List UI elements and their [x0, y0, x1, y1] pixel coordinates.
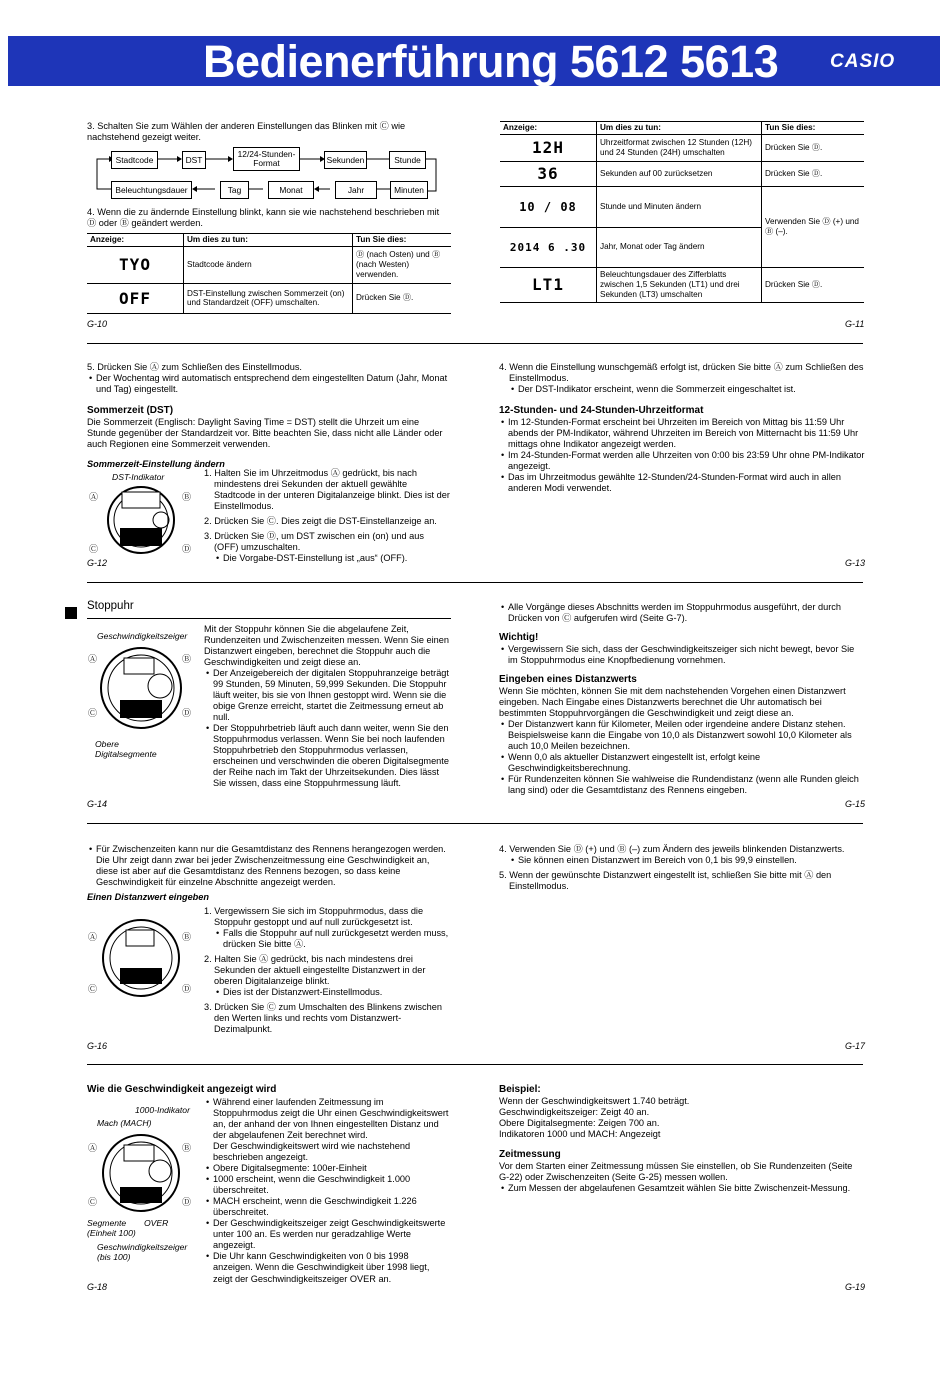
lcd-display: OFF — [87, 283, 184, 313]
flow-stadtcode: Stadtcode — [111, 151, 158, 169]
p18-caption-segments: Segmente (Einheit 100) — [87, 1218, 136, 1239]
page-number: G-12 — [87, 558, 108, 568]
p15-b3: • Der Distanzwert kann für Kilometer, Meilen oder irgendeine andere Distanz stehen. Beispielsweise kann die Eingabe von 10,0 als Distanzwert sowohl 10,0 Kilometer als auch 10,0 Meilen bezeichnen. — [499, 719, 865, 752]
table-cell: Drücken Sie Ⓓ. — [353, 283, 452, 313]
th-anzeige: Anzeige: — [500, 122, 597, 135]
flow-beleuchtungsdauer: Beleuchtungsdauer — [111, 181, 192, 199]
svg-text:Ⓐ: Ⓐ — [88, 1143, 98, 1153]
p18-b4: • MACH erscheint, wenn die Geschwindigkeit 1.226 überschreitet. — [204, 1196, 450, 1218]
p18-b2: • Obere Digitalsegmente: 100er-Einheit — [204, 1163, 450, 1174]
p16-s1b: • Falls die Stoppuhr auf null zurückgesetzt werden muss, drücken Sie bitte Ⓐ. — [214, 928, 451, 950]
table-cell: Uhrzeitformat zwischen 12 Stunden (12H) und 24 Stunden (24H) umschalten — [597, 134, 762, 161]
p14-heading: Stoppuhr — [87, 600, 134, 612]
svg-text:Ⓑ: Ⓑ — [182, 492, 192, 502]
p10-table — [87, 233, 451, 314]
table-cell: Stadtcode ändern — [184, 246, 353, 283]
p16-s1: 1. Vergewissern Sie sich im Stoppuhrmodus, dass die Stoppuhr gestoppt und auf null zurückgesetzt ist. — [204, 906, 424, 928]
p13-heading: 12-Stunden- und 24-Stunden-Uhrzeitformat — [499, 405, 704, 417]
lcd-display: LT1 — [500, 267, 597, 302]
page-number: G-16 — [87, 1041, 108, 1051]
svg-text:Ⓑ: Ⓑ — [182, 1143, 192, 1153]
p16-steps — [204, 906, 451, 1035]
p13-b2: • Im 12-Stunden-Format erscheint bei Uhrzeiten im Bereich von Mittag bis 11:59 Uhr abends der PM-Indikator, während Uhrzeiten im Bereich von Mitternacht bis 11:59 Uhr mittags ohne Indikator angezeigt werden. — [499, 417, 865, 450]
table-cell: Sekunden auf 00 zurücksetzen — [597, 161, 762, 186]
p12-bullet: • Der Wochentag wird automatisch entsprechend dem eingestellten Datum (Jahr, Monat und Tag) eingestellt. — [87, 373, 450, 395]
p14-b1: • Der Anzeigebereich der digitalen Stoppuhranzeige beträgt 99 Stunden, 59 Minuten, 59,999 Sekunden. Die Stoppuhr läuft weiter, bis sie von Ihnen gestoppt wird. Wenn sie die obige Grenze erreicht, startet die Zeitmessung erneut ab null. — [204, 668, 450, 723]
page-number: G-10 — [87, 319, 108, 329]
p18-caption-over: OVER — [144, 1218, 169, 1228]
th-anzeige: Anzeige: — [87, 234, 184, 247]
page-number: G-13 — [845, 558, 866, 568]
p16-s2b: • Dies ist der Distanzwert-Einstellmodus. — [214, 987, 451, 998]
p12-caption: DST-Indikator — [112, 472, 165, 482]
setting-flow-diagram — [87, 147, 450, 203]
svg-text:Ⓒ: Ⓒ — [88, 708, 98, 718]
p14-text — [204, 624, 450, 789]
divider — [87, 823, 863, 824]
table-cell: Verwenden Sie Ⓓ (+) und Ⓑ (–). — [762, 186, 865, 267]
p19-h2: Zeitmessung — [499, 1149, 561, 1161]
p18-caption-1000: 1000-Indikator — [135, 1105, 190, 1115]
flow-dst: DST — [182, 151, 206, 169]
lcd-display: 10 / 08 — [500, 186, 597, 227]
svg-text:Ⓓ: Ⓓ — [182, 708, 192, 718]
p16-text — [87, 844, 451, 903]
svg-text:Ⓐ: Ⓐ — [89, 492, 99, 502]
table-cell: DST-Einstellung zwischen Sommerzeit (on) und Standardzeit (OFF) umschalten. — [184, 283, 353, 313]
p13-b4: • Das im Uhrzeitmodus gewählte 12-Stunden/24-Stunden-Format wird auch in allen anderen Modi verwendet. — [499, 472, 865, 494]
table-cell: Drücken Sie Ⓓ. — [762, 267, 865, 302]
svg-text:Ⓑ: Ⓑ — [182, 654, 192, 664]
svg-text:Ⓐ: Ⓐ — [88, 932, 98, 942]
p17-s4b: • Sie können einen Distanzwert im Bereich von 0,1 bis 99,9 einstellen. — [509, 855, 865, 866]
divider — [87, 582, 863, 583]
th-um-dies: Um dies zu tun: — [184, 234, 353, 247]
p15-b5: • Für Rundenzeiten können Sie wahlweise die Rundendistanz (wenn alle Runden gleich lang sind) oder die Gesamtdistanz des Rennens eingeben. — [499, 774, 865, 796]
p14-intro: Mit der Stoppuhr können Sie die abgelaufene Zeit, Rundenzeiten und Zwischenzeiten messen. Wenn Sie einen Distanzwert eingeben, berechnet die Stoppuhr auch die Geschwindigkeiten und zeigt diese an. — [204, 624, 449, 668]
heading-underline — [87, 618, 451, 619]
p12-s2: 2. Drücken Sie Ⓒ. Dies zeigt die DST-Einstellanzeige an. — [204, 516, 437, 527]
p18-b1: • Während einer laufenden Zeitmessung im Stoppuhrmodus zeigt die Uhr einen Geschwindigkeitswert an, der anhand der von Ihnen eingestellten Distanz und der abgelaufenen Zeit berechnet wird. — [204, 1097, 450, 1141]
p14-caption-segments: Obere Digitalsegmente — [95, 739, 157, 760]
p14-caption-speed: Geschwindigkeitszeiger — [97, 631, 188, 641]
flow-1224: 12/24-Stunden-Format — [233, 147, 300, 171]
page-number: G-17 — [845, 1041, 866, 1051]
p15-b4: • Wenn 0,0 als aktueller Distanzwert eingestellt ist, erfolgt keine Geschwindigkeitsberechnung. — [499, 752, 865, 774]
p13-text — [499, 362, 865, 494]
p18-b3: • 1000 erscheint, wenn die Geschwindigkeit 1.000 überschreitet. — [204, 1174, 450, 1196]
p15-intro: Wenn Sie möchten, können Sie mit dem nachstehenden Vorgehen einen Distanzwert eingeben. Nach Eingabe eines Distanzwerts berechnet die Uhr automatisch bei bestimmten Stoppuhrvorgängen die Geschwindigkeit und zeigt diese an. — [499, 686, 846, 719]
table-cell: Ⓓ (nach Osten) und Ⓑ (nach Westen) verwenden. — [353, 246, 452, 283]
watch-icon — [86, 916, 196, 1000]
p12-steps — [204, 468, 450, 564]
p12-sz-text: Die Sommerzeit (Englisch: Daylight Saving Time = DST) stellt die Uhrzeit um eine Stunde gegenüber der Standardzeit vor. Bitte beachten Sie, dass nicht alle Länder oder auch Regionen eine Sommerzeit verwenden. — [87, 417, 443, 450]
p12-text — [87, 362, 450, 470]
flow-minuten: Minuten — [390, 181, 428, 199]
p19-l2: Geschwindigkeitszeiger: Zeigt 40 an. — [499, 1107, 650, 1118]
p13-s4: 4. Wenn die Einstellung wunschgemäß erfolgt ist, drücken Sie bitte Ⓐ zum Schließen des Einstellmodus. — [499, 362, 864, 384]
p12-s1: 1. Halten Sie im Uhrzeitmodus Ⓐ gedrückt, bis nach mindestens drei Sekunden der aktuell gewählte Stadtcode in der unteren Digitalanzeige blinkt. Dies ist der Einstellmodus. — [204, 468, 450, 512]
lcd-display: 12H — [500, 134, 597, 161]
divider — [87, 1064, 863, 1065]
p18-caption-mach: Mach (MACH) — [97, 1118, 152, 1128]
lcd-display: 2014 6 .30 — [500, 227, 597, 267]
p18-caption-speed: Geschwindigkeitszeiger (bis 100) — [97, 1242, 188, 1263]
p12-subheading: Sommerzeit-Einstellung ändern — [87, 459, 225, 470]
p18-b6: • Die Uhr kann Geschwindigkeiten von 0 bis 1998 anzeigen. Wenn die Geschwindigkeit über 1998 liegt, zeigt der Geschwindigkeitszeiger OVER an. — [204, 1251, 450, 1284]
table-cell: Stunde und Minuten ändern — [597, 186, 762, 227]
p18-heading: Wie die Geschwindigkeit angezeigt wird — [87, 1084, 277, 1095]
page-number: G-14 — [87, 799, 108, 809]
table-cell: Drücken Sie Ⓓ. — [762, 134, 865, 161]
p19-text — [499, 1084, 865, 1194]
p13-b3: • Im 24-Stunden-Format werden alle Uhrzeiten von 0:00 bis 23:59 Uhr ohne PM-Indikator angezeigt. — [499, 450, 865, 472]
svg-text:Ⓒ: Ⓒ — [88, 984, 98, 994]
table-cell: Drücken Sie Ⓓ. — [762, 161, 865, 186]
p15-b2: • Vergewissern Sie sich, dass der Geschwindigkeitszeiger sich nicht bewegt, bevor Sie im Stoppuhrmodus eine Knopfbedienung vornehmen. — [499, 644, 865, 666]
page-number: G-19 — [845, 1282, 866, 1292]
p12-heading: Sommerzeit (DST) — [87, 405, 174, 417]
divider — [87, 343, 863, 344]
p16-s2: 2. Halten Sie Ⓐ gedrückt, bis nach mindestens drei Sekunden der aktuell eingestellte Distanzwert in der oberen Digitalanzeige blinkt. — [204, 954, 426, 987]
p19-l3: Obere Digitalsegmente: Zeigen 700 an. — [499, 1118, 660, 1129]
lcd-display: TYO — [87, 246, 184, 283]
svg-text:Ⓓ: Ⓓ — [182, 544, 192, 554]
svg-text:Ⓒ: Ⓒ — [88, 1197, 98, 1207]
page-number: G-18 — [87, 1282, 108, 1292]
watch-icon — [86, 1131, 196, 1215]
flow-sekunden: Sekunden — [324, 151, 367, 169]
p18-b5: • Der Geschwindigkeitszeiger zeigt Geschwindigkeitswerte unter 100 an. Es werden nur geradzahlige Werte angezeigt. — [204, 1218, 450, 1251]
p16-heading: Einen Distanzwert eingeben — [87, 892, 210, 903]
p12-s3b: • Die Vorgabe-DST-Einstellung ist „aus“ (OFF). — [214, 553, 450, 564]
section-marker — [65, 607, 77, 619]
watch-icon — [86, 644, 196, 736]
watch-diagram — [86, 484, 196, 559]
table-cell: Jahr, Monat oder Tag ändern — [597, 227, 762, 267]
svg-text:Ⓑ: Ⓑ — [182, 932, 192, 942]
casio-logo: CASIO — [830, 51, 896, 72]
lcd-display: 36 — [500, 161, 597, 186]
th-tun-sie: Tun Sie dies: — [353, 234, 452, 247]
p16-b1: • Für Zwischenzeiten kann nur die Gesamtdistanz des Rennens herangezogen werden. Die Uhr zeigt dann zwar bei jeder Zwischenzeitmessung eine Geschwindigkeit an, diese ist aber auf die Gesamtdistanz des Rennens bezogen, so dass keine Geschwindigkeit für einzelne Abschnitte angezeigt werden. — [87, 844, 451, 888]
p12-step5: 5. Drücken Sie Ⓐ zum Schließen des Einstellmodus. — [87, 362, 302, 372]
page-number: G-11 — [845, 319, 865, 329]
table-cell: Beleuchtungsdauer des Zifferblatts zwischen 1,5 Sekunden (LT1) und drei Sekunden (LT3) umschalten — [597, 267, 762, 302]
p10-step4: 4. Wenn die zu ändernde Einstellung blinkt, kann sie wie nachstehend beschrieben mit Ⓓ oder Ⓑ geändert werden. — [87, 207, 440, 229]
watch-icon — [86, 484, 196, 556]
flow-monat: Monat — [268, 181, 314, 199]
p17-s5: 5. Wenn der gewünschte Distanzwert eingestellt ist, schließen Sie bitte mit Ⓐ den Einstellmodus. — [499, 870, 832, 892]
p15-b1: • Alle Vorgänge dieses Abschnitts werden im Stoppuhrmodus ausgeführt, der durch Drücken von Ⓒ aufgerufen wird (Seite G-7). — [499, 602, 865, 624]
p15-h2: Eingeben eines Distanzwerts — [499, 674, 637, 686]
th-um-dies: Um dies zu tun: — [597, 122, 762, 135]
p19-t: Vor dem Starten einer Zeitmessung müssen Sie einstellen, ob Sie Rundenzeiten (Seite G-22) oder Zwischenzeiten (Seite G-25) messen wollen. — [499, 1161, 853, 1183]
p17-text — [499, 844, 865, 892]
p11-table — [500, 121, 864, 303]
p19-l1: Wenn der Geschwindigkeitswert 1.740 beträgt. — [499, 1096, 690, 1106]
header-banner — [8, 36, 940, 86]
p17-s4: 4. Verwenden Sie Ⓓ (+) und Ⓑ (–) zum Ändern des jeweils blinkenden Distanzwerts. — [499, 844, 845, 854]
p18-text — [204, 1097, 450, 1285]
watch-diagram — [86, 916, 196, 1003]
p10-step3: 3. Schalten Sie zum Wählen der anderen Einstellungen das Blinken mit Ⓒ wie nachstehend gezeigt weiter. — [87, 121, 406, 143]
page-number: G-15 — [845, 799, 866, 809]
watch-diagram — [86, 644, 196, 739]
p19-b1: • Zum Messen der abgelaufenen Gesamtzeit wählen Sie bitte Zwischenzeit-Messung. — [499, 1183, 865, 1194]
p16-s3: 3. Drücken Sie Ⓒ zum Umschalten des Blinkens zwischen den Werten links und rechts vom Distanzwert-Dezimalpunkt. — [204, 1002, 442, 1035]
svg-text:Ⓓ: Ⓓ — [182, 984, 192, 994]
page-title: Bedienerführung 5612 5613 — [203, 36, 779, 87]
p19-l4: Indikatoren 1000 und MACH: Angezeigt — [499, 1129, 661, 1140]
p12-s3: 3. Drücken Sie Ⓓ, um DST zwischen ein (on) und aus (OFF) umzuschalten. — [204, 531, 424, 553]
svg-text:Ⓓ: Ⓓ — [182, 1197, 192, 1207]
p13-b1: • Der DST-Indikator erscheint, wenn die Sommerzeit eingeschaltet ist. — [509, 384, 865, 395]
flow-tag: Tag — [220, 181, 249, 199]
flow-stunde: Stunde — [389, 151, 426, 169]
p14-b2: • Der Stoppuhrbetrieb läuft auch dann weiter, wenn Sie den Stoppuhrmodus verlassen. Wenn Sie bei noch laufenden Stoppuhrbetrieb den Stoppuhrmodus verlassen, erscheinen und verschwinden die oberen Digitalsegmente der Reihe nach im Takt der Uhrzeitsekunden. Dies lässt Sie wissen, dass eine Stoppuhrmessung läuft. — [204, 723, 450, 789]
flow-jahr: Jahr — [335, 181, 377, 199]
p15-text — [499, 602, 865, 796]
p18-b1b: Der Geschwindigkeitswert wird wie nachstehend beschrieben angezeigt. — [213, 1141, 411, 1163]
p19-h1: Beispiel: — [499, 1084, 541, 1095]
svg-text:Ⓐ: Ⓐ — [88, 654, 98, 664]
svg-text:Ⓒ: Ⓒ — [89, 544, 99, 554]
th-tun-sie: Tun Sie dies: — [762, 122, 865, 135]
watch-diagram — [86, 1131, 196, 1218]
p15-h1: Wichtig! — [499, 632, 539, 644]
